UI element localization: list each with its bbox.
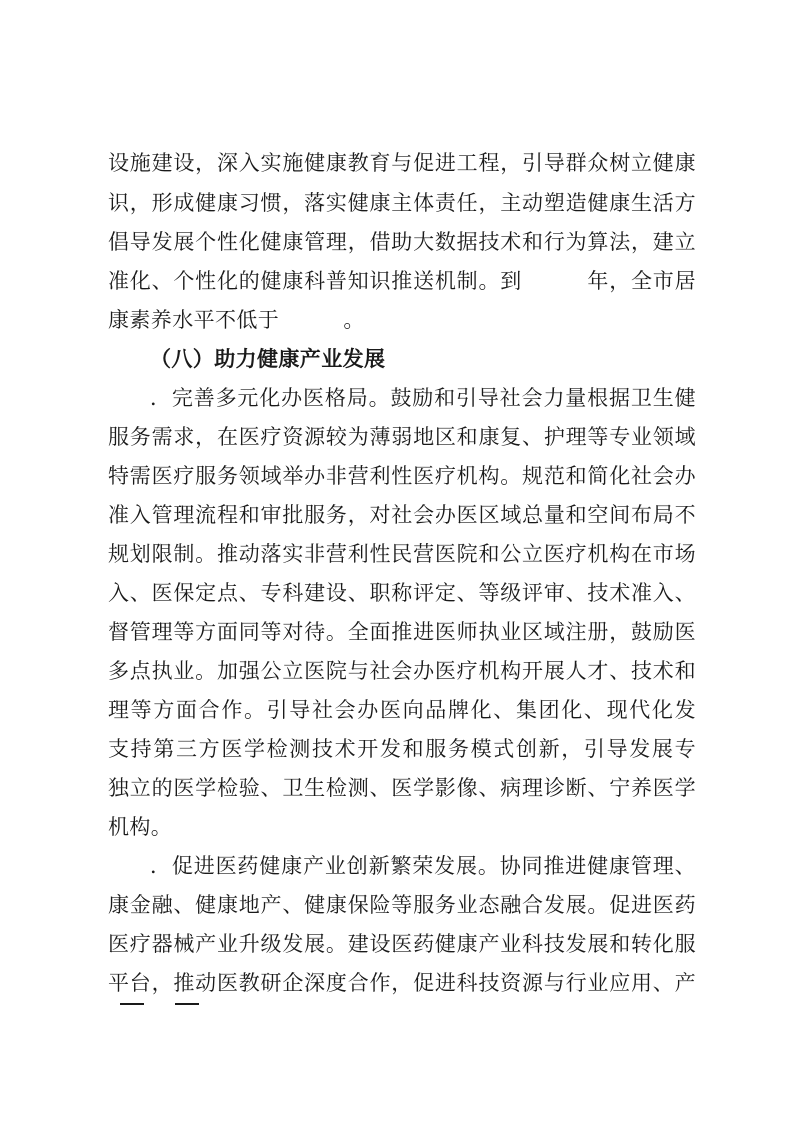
section-heading: （八）助力健康产业发展 — [150, 346, 386, 371]
body-line: 特需医疗服务领域举办非营利性医疗机构。规范和简化社会办 — [108, 464, 696, 488]
body-line: 设施建设，深入实施健康教育与促进工程，引导群众树立健康 — [108, 151, 696, 175]
body-line: 规划限制。推动落实非营利性民营医院和公立医疗机构在市场 — [108, 542, 696, 566]
paragraph-first-line: ．促进医药健康产业创新繁荣发展。协同推进健康管理、 — [150, 854, 696, 878]
body-line: 独立的医学检验、卫生检测、医学影像、病理诊断、宁养医学 — [108, 776, 696, 800]
body-line: 服务需求，在医疗资源较为薄弱地区和康复、护理等专业领域 — [108, 425, 696, 449]
paragraph-first-line: ．完善多元化办医格局。鼓励和引导社会力量根据卫生健 — [150, 386, 696, 410]
body-line: 医疗器械产业升级发展。建设医药健康产业科技发展和转化服 — [108, 932, 696, 956]
body-line: 机构。 — [108, 815, 173, 839]
body-line: 入、医保定点、专科建设、职称评定、等级评审、技术准入、 — [108, 581, 696, 605]
body-line: 多点执业。加强公立医院与社会办医疗机构开展人才、技术和 — [108, 659, 696, 683]
body-line: 准入管理流程和审批服务，对社会办医区域总量和空间布局不 — [108, 503, 696, 527]
body-line: 准化、个性化的健康科普知识推送机制。到 年，全市居 — [108, 269, 696, 293]
body-line: 康素养水平不低于 。 — [108, 308, 365, 332]
body-line: 平台，推动医教研企深度合作，促进科技资源与行业应用、产 — [108, 971, 696, 995]
body-line: 倡导发展个性化健康管理，借助大数据技术和行为算法，建立 — [108, 230, 696, 254]
body-line: 识，形成健康习惯，落实健康主体责任，主动塑造健康生活方 — [108, 191, 696, 215]
body-line: 支持第三方医学检测技术开发和服务模式创新，引导发展专 — [108, 737, 696, 761]
page-number-dash-left — [120, 1003, 144, 1005]
body-line: 康金融、健康地产、健康保险等服务业态融合发展。促进医药 — [108, 893, 696, 917]
body-line: 理等方面合作。引导社会办医向品牌化、集团化、现代化发 — [108, 698, 696, 722]
page-number-dash-right — [175, 1003, 199, 1005]
body-line: 督管理等方面同等对待。全面推进医师执业区域注册，鼓励医 — [108, 620, 696, 644]
